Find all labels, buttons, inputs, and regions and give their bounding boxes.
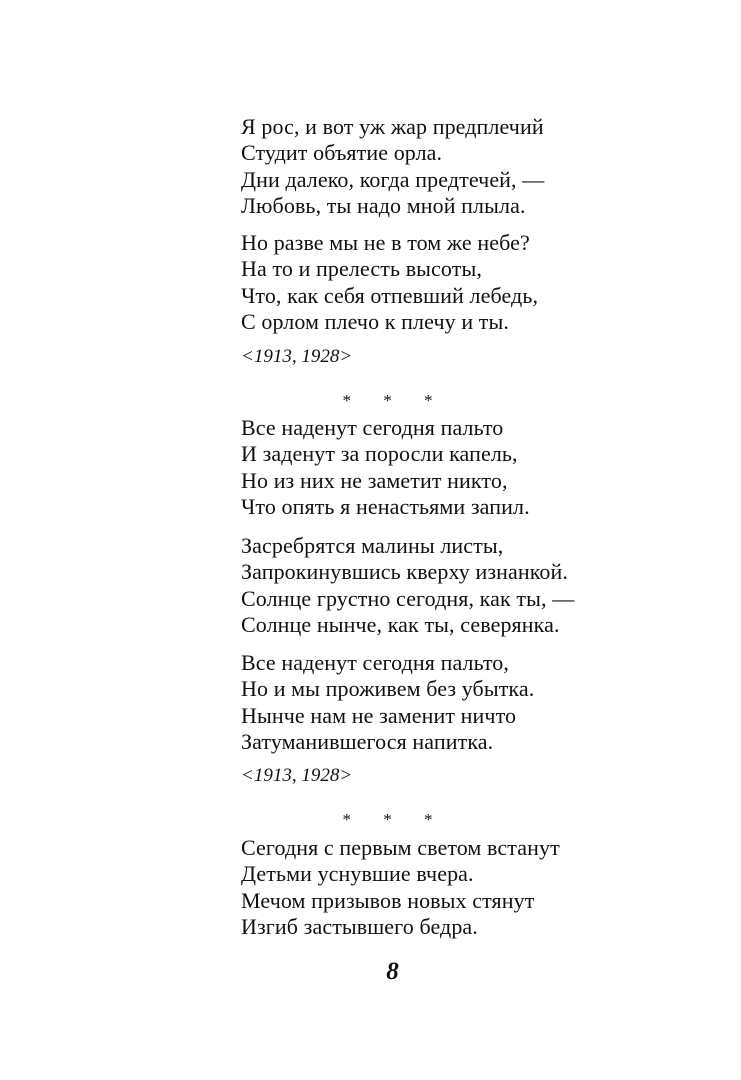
verse-line: Студит объятие орла. [241,140,443,166]
section-separator: * * * [342,810,447,829]
verse-line: Запрокинувшись кверху изнанкой. [241,559,568,585]
verse-line: На то и прелесть высоты, [241,256,482,282]
poem-3-stanza-1 [241,835,711,940]
poem-date: <1913, 1928> [241,346,353,367]
poem-2-stanza-3 [241,650,711,755]
verse-line: Дни далеко, когда предтечей, — [241,166,545,192]
verse-line: Что опять я ненастьями запил. [241,493,530,519]
verse-line: Солнце нынче, как ты, северянка. [241,611,560,637]
verse-line: Нынче нам не заменит ничто [241,702,517,728]
verse-line: Все наденут сегодня пальто [241,415,504,440]
verse-line: Но и мы проживем без убытка. [241,676,535,702]
verse-line: И заденут за поросли капель, [241,441,518,467]
verse-line: С орлом плечо к плечу и ты. [241,308,509,334]
verse-line: Засребрятся малины листы, [241,533,504,558]
verse-line: Все наденут сегодня пальто, [241,650,510,675]
verse-line: Но разве мы не в том же небе? [241,230,530,255]
verse-line: Сегодня с первым светом встанут [241,835,560,860]
verse-line: Любовь, ты надо мной плыла. [241,192,526,218]
poem-2-date [241,764,711,788]
poem-1-stanza-2 [241,230,711,335]
poem-1-stanza-1 [241,114,711,219]
verse-line: Мечом призывов новых стянут [241,887,535,913]
section-separator: * * * [342,391,447,410]
poem-2-stanza-2 [241,533,711,638]
verse-line: Я рос, и вот уж жар предплечий [241,114,544,139]
verse-line: Детьми уснувшие вчера. [241,861,474,887]
verse-line: Но из них не заметит никто, [241,467,508,493]
verse-line: Солнце грустно сегодня, как ты, — [241,585,575,611]
page-number: 8 [386,958,399,985]
poem-1-date [241,345,711,369]
poem-date: <1913, 1928> [241,765,353,786]
verse-line: Изгиб застывшего бедра. [241,913,478,939]
verse-line: Затуманившегося напитка. [241,728,494,754]
poem-2-stanza-1 [241,415,711,520]
verse-line: Что, как себя отпевший лебедь, [241,282,539,308]
